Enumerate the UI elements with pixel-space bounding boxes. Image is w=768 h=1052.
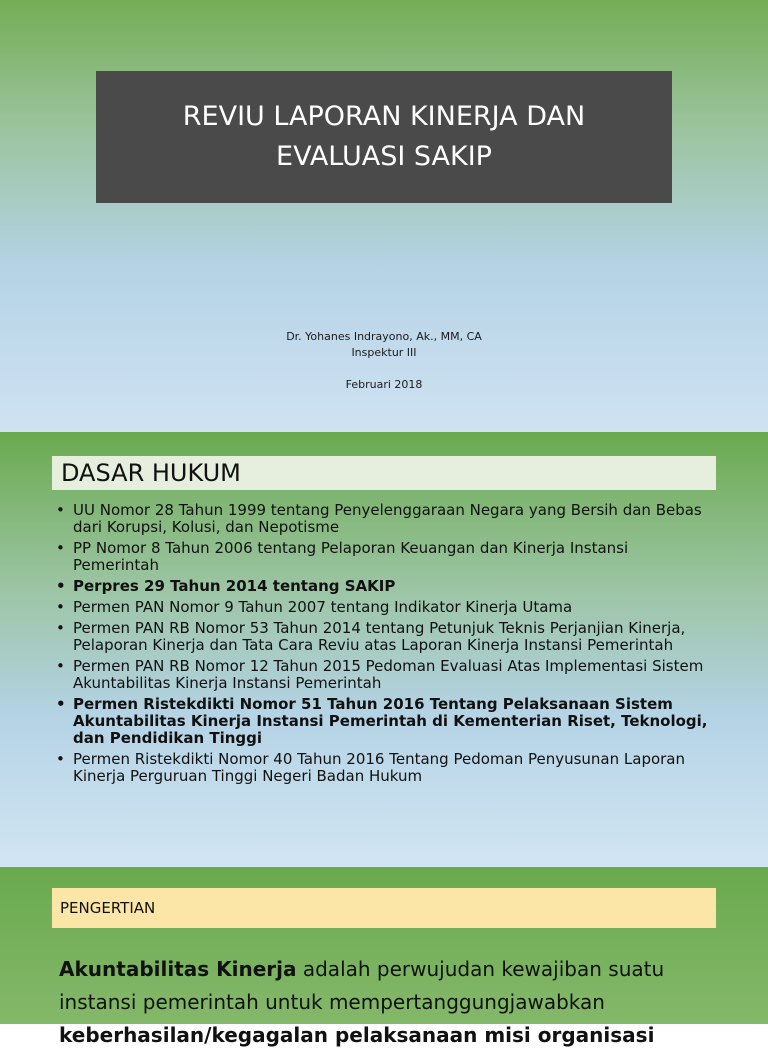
definition-continuation: keberhasilan/kegagalan pelaksanaan misi organisasi	[59, 1023, 655, 1047]
legal-basis-item-text: Permen Ristekdikti Nomor 40 Tahun 2016 Tentang Pedoman Penyusunan Laporan Kinerja Perguruan Tinggi Negeri Badan Hukum	[73, 750, 686, 785]
legal-basis-item-text: Permen PAN RB Nomor 12 Tahun 2015 Pedoman Evaluasi Atas Implementasi Sistem Akuntabilitas Kinerja Instansi Pemerintah	[73, 657, 704, 692]
author-name: Dr. Yohanes Indrayono, Ak., MM, CA	[286, 330, 482, 343]
legal-basis-item-text: Permen PAN RB Nomor 53 Tahun 2014 tentang Petunjuk Teknis Perjanjian Kinerja, Pelaporan Kinerja dan Tata Cara Reviu atas Laporan Kinerja Instansi Pemerintah	[73, 619, 686, 654]
author-position: Inspektur III	[351, 346, 417, 359]
definition-heading-box	[52, 888, 716, 928]
legal-basis-item	[56, 620, 716, 654]
bullet-icon: •	[56, 501, 65, 519]
legal-basis-item-text: Perpres 29 Tahun 2014 tentang SAKIP	[73, 577, 396, 595]
bullet-icon: •	[56, 657, 65, 675]
legal-basis-heading-box	[52, 456, 716, 490]
bullet-icon: •	[56, 577, 66, 595]
legal-basis-item	[56, 696, 716, 747]
legal-basis-heading: DASAR HUKUM	[61, 459, 241, 487]
definition-text	[59, 953, 699, 1052]
legal-basis-list	[56, 502, 716, 789]
legal-basis-item-text: Permen Ristekdikti Nomor 51 Tahun 2016 Tentang Pelaksanaan Sistem Akuntabilitas Kinerja Instansi Pemerintah di Kementerian Riset, Teknologi, dan Pendidikan Tinggi	[73, 695, 708, 747]
legal-basis-item	[56, 751, 716, 785]
title-line-1: REVIU LAPORAN KINERJA DAN	[182, 101, 586, 132]
bullet-icon: •	[56, 750, 65, 768]
definition-term: Akuntabilitas Kinerja	[59, 957, 297, 981]
legal-basis-item	[56, 540, 716, 574]
title-box	[96, 71, 672, 203]
presentation-date: Februari 2018	[345, 378, 423, 391]
title-slide	[0, 0, 768, 432]
legal-basis-item-text: Permen PAN Nomor 9 Tahun 2007 tentang Indikator Kinerja Utama	[73, 598, 573, 616]
legal-basis-item-text: PP Nomor 8 Tahun 2006 tentang Pelaporan Keuangan dan Kinerja Instansi Pemerintah	[73, 539, 629, 574]
legal-basis-item-text: UU Nomor 28 Tahun 1999 tentang Penyelenggaraan Negara yang Bersih dan Bebas dari Korupsi, Kolusi, dan Nepotisme	[73, 501, 702, 536]
legal-basis-slide	[0, 432, 768, 867]
definition-slide	[0, 867, 768, 1047]
legal-basis-item	[56, 599, 716, 616]
legal-basis-item	[56, 658, 716, 692]
bullet-icon: •	[56, 619, 65, 637]
bullet-icon: •	[56, 695, 66, 713]
definition-heading: PENGERTIAN	[60, 899, 156, 917]
author-block	[0, 329, 768, 393]
bullet-icon: •	[56, 598, 65, 616]
definition-body: adalah perwujudan kewajiban suatu instansi pemerintah untuk mempertanggungjawabkan	[59, 957, 665, 1014]
bullet-icon: •	[56, 539, 65, 557]
title-line-2: EVALUASI SAKIP	[276, 141, 492, 172]
legal-basis-item	[56, 502, 716, 536]
legal-basis-item	[56, 578, 716, 595]
